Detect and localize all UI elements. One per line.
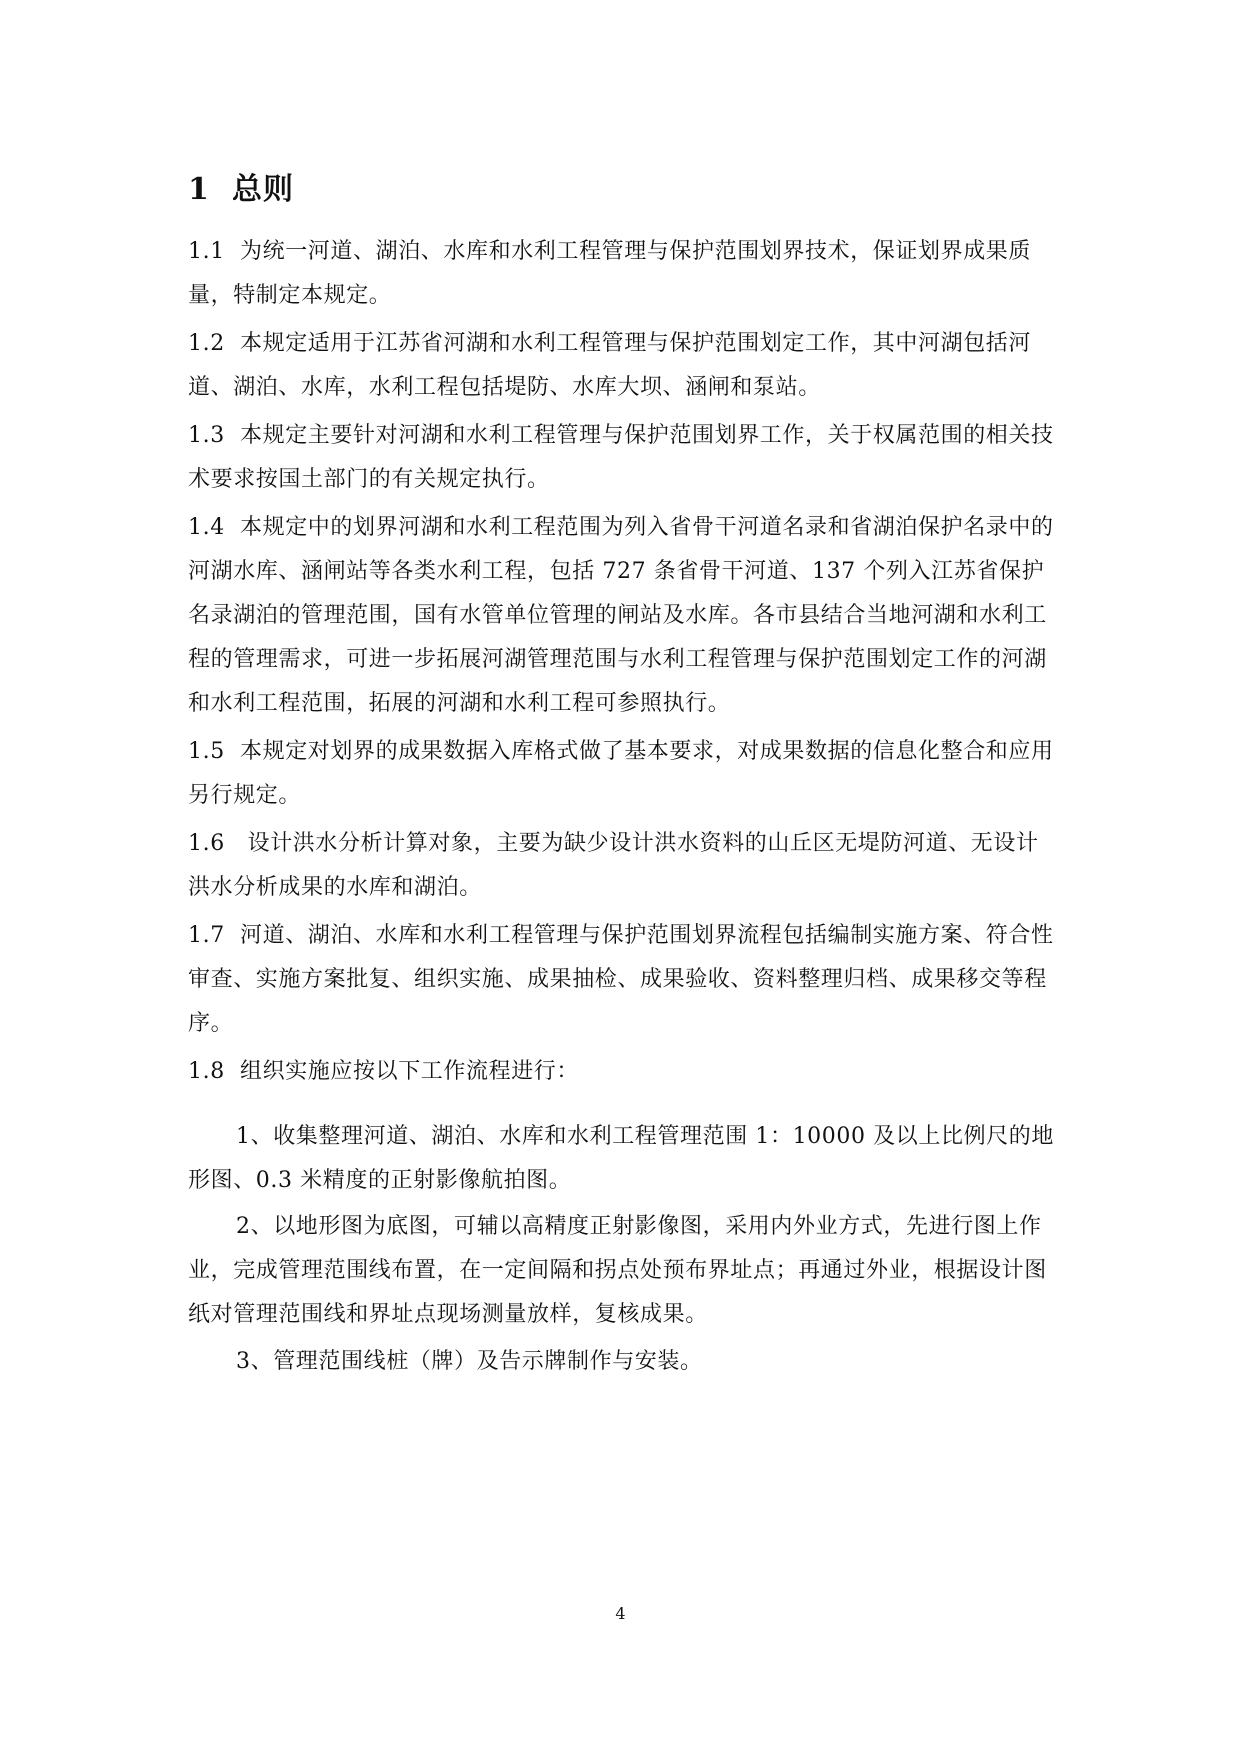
section-text: 河道、湖泊、水库和水利工程管理与保护范围划界流程包括编制实施方案、符合性审查、实施方案批复、组织实施、成果抽检、成果验收、资料整理归档、成果移交等程序。	[188, 923, 1054, 1036]
section-1-6	[188, 822, 1058, 910]
step-2: 2、以地形图为底图，可辅以高精度正射影像图，采用内外业方式，先进行图上作业，完成管理范围线布置，在一定间隔和拐点处预布界址点；再通过外业，根据设计图纸对管理范围线和界址点现场测量放样，复核成果。	[188, 1214, 1047, 1327]
section-1-3	[188, 414, 1058, 502]
section-1-8	[188, 1050, 1058, 1094]
section-number: 1.8	[188, 1059, 225, 1084]
section-text: 组织实施应按以下工作流程进行：	[240, 1059, 580, 1084]
section-1-1	[188, 230, 1058, 318]
section-1-7	[188, 914, 1058, 1046]
section-1-2	[188, 322, 1058, 410]
section-number: 1.4	[188, 515, 225, 540]
section-1-4	[188, 506, 1058, 726]
section-1-5	[188, 730, 1058, 818]
chapter-number: 1	[188, 172, 210, 207]
chapter-heading	[188, 168, 294, 212]
section-text: 本规定适用于江苏省河湖和水利工程管理与保护范围划定工作，其中河湖包括河道、湖泊、水库，水利工程包括堤防、水库大坝、涵闸和泵站。	[188, 331, 1032, 400]
section-number: 1.3	[188, 423, 225, 448]
section-text: 本规定主要针对河湖和水利工程管理与保护范围划界工作，关于权属范围的相关技术要求按国土部门的有关规定执行。	[188, 423, 1054, 492]
page-number: 4	[615, 1604, 626, 1623]
step-3: 3、管理范围线桩（牌）及告示牌制作与安装。	[236, 1349, 703, 1374]
section-number: 1.7	[188, 923, 225, 948]
section-text: 本规定对划界的成果数据入库格式做了基本要求，对成果数据的信息化整合和应用另行规定。	[188, 739, 1054, 808]
section-text: 设计洪水分析计算对象，主要为缺少设计洪水资料的山丘区无堤防河道、无设计洪水分析成果的水库和湖泊。	[188, 831, 1039, 900]
section-number: 1.5	[188, 739, 225, 764]
section-number: 1.2	[188, 331, 225, 356]
section-number: 1.6	[188, 831, 225, 856]
section-number: 1.1	[188, 239, 225, 264]
step-1: 1、收集整理河道、湖泊、水库和水利工程管理范围 1：10000 及以上比例尺的地形图、0.3 米精度的正射影像航拍图。	[188, 1124, 1054, 1193]
section-text: 为统一河道、湖泊、水库和水利工程管理与保护范围划界技术，保证划界成果质量，特制定本规定。	[188, 239, 1032, 308]
chapter-title: 总则	[232, 172, 294, 207]
section-text: 本规定中的划界河湖和水利工程范围为列入省骨干河道名录和省湖泊保护名录中的河湖水库、涵闸站等各类水利工程，包括 727 条省骨干河道、137 个列入江苏省保护名录湖泊的管理范围，国有水管单位管理的闸站及水库。各市县结合当地河湖和水利工程的管理需求，可进一步拓展河湖管理范围与水利工程管理与保护范围划定工作的河湖和水利工程范围，拓展的河湖和水利工程可参照执行。	[188, 515, 1054, 716]
